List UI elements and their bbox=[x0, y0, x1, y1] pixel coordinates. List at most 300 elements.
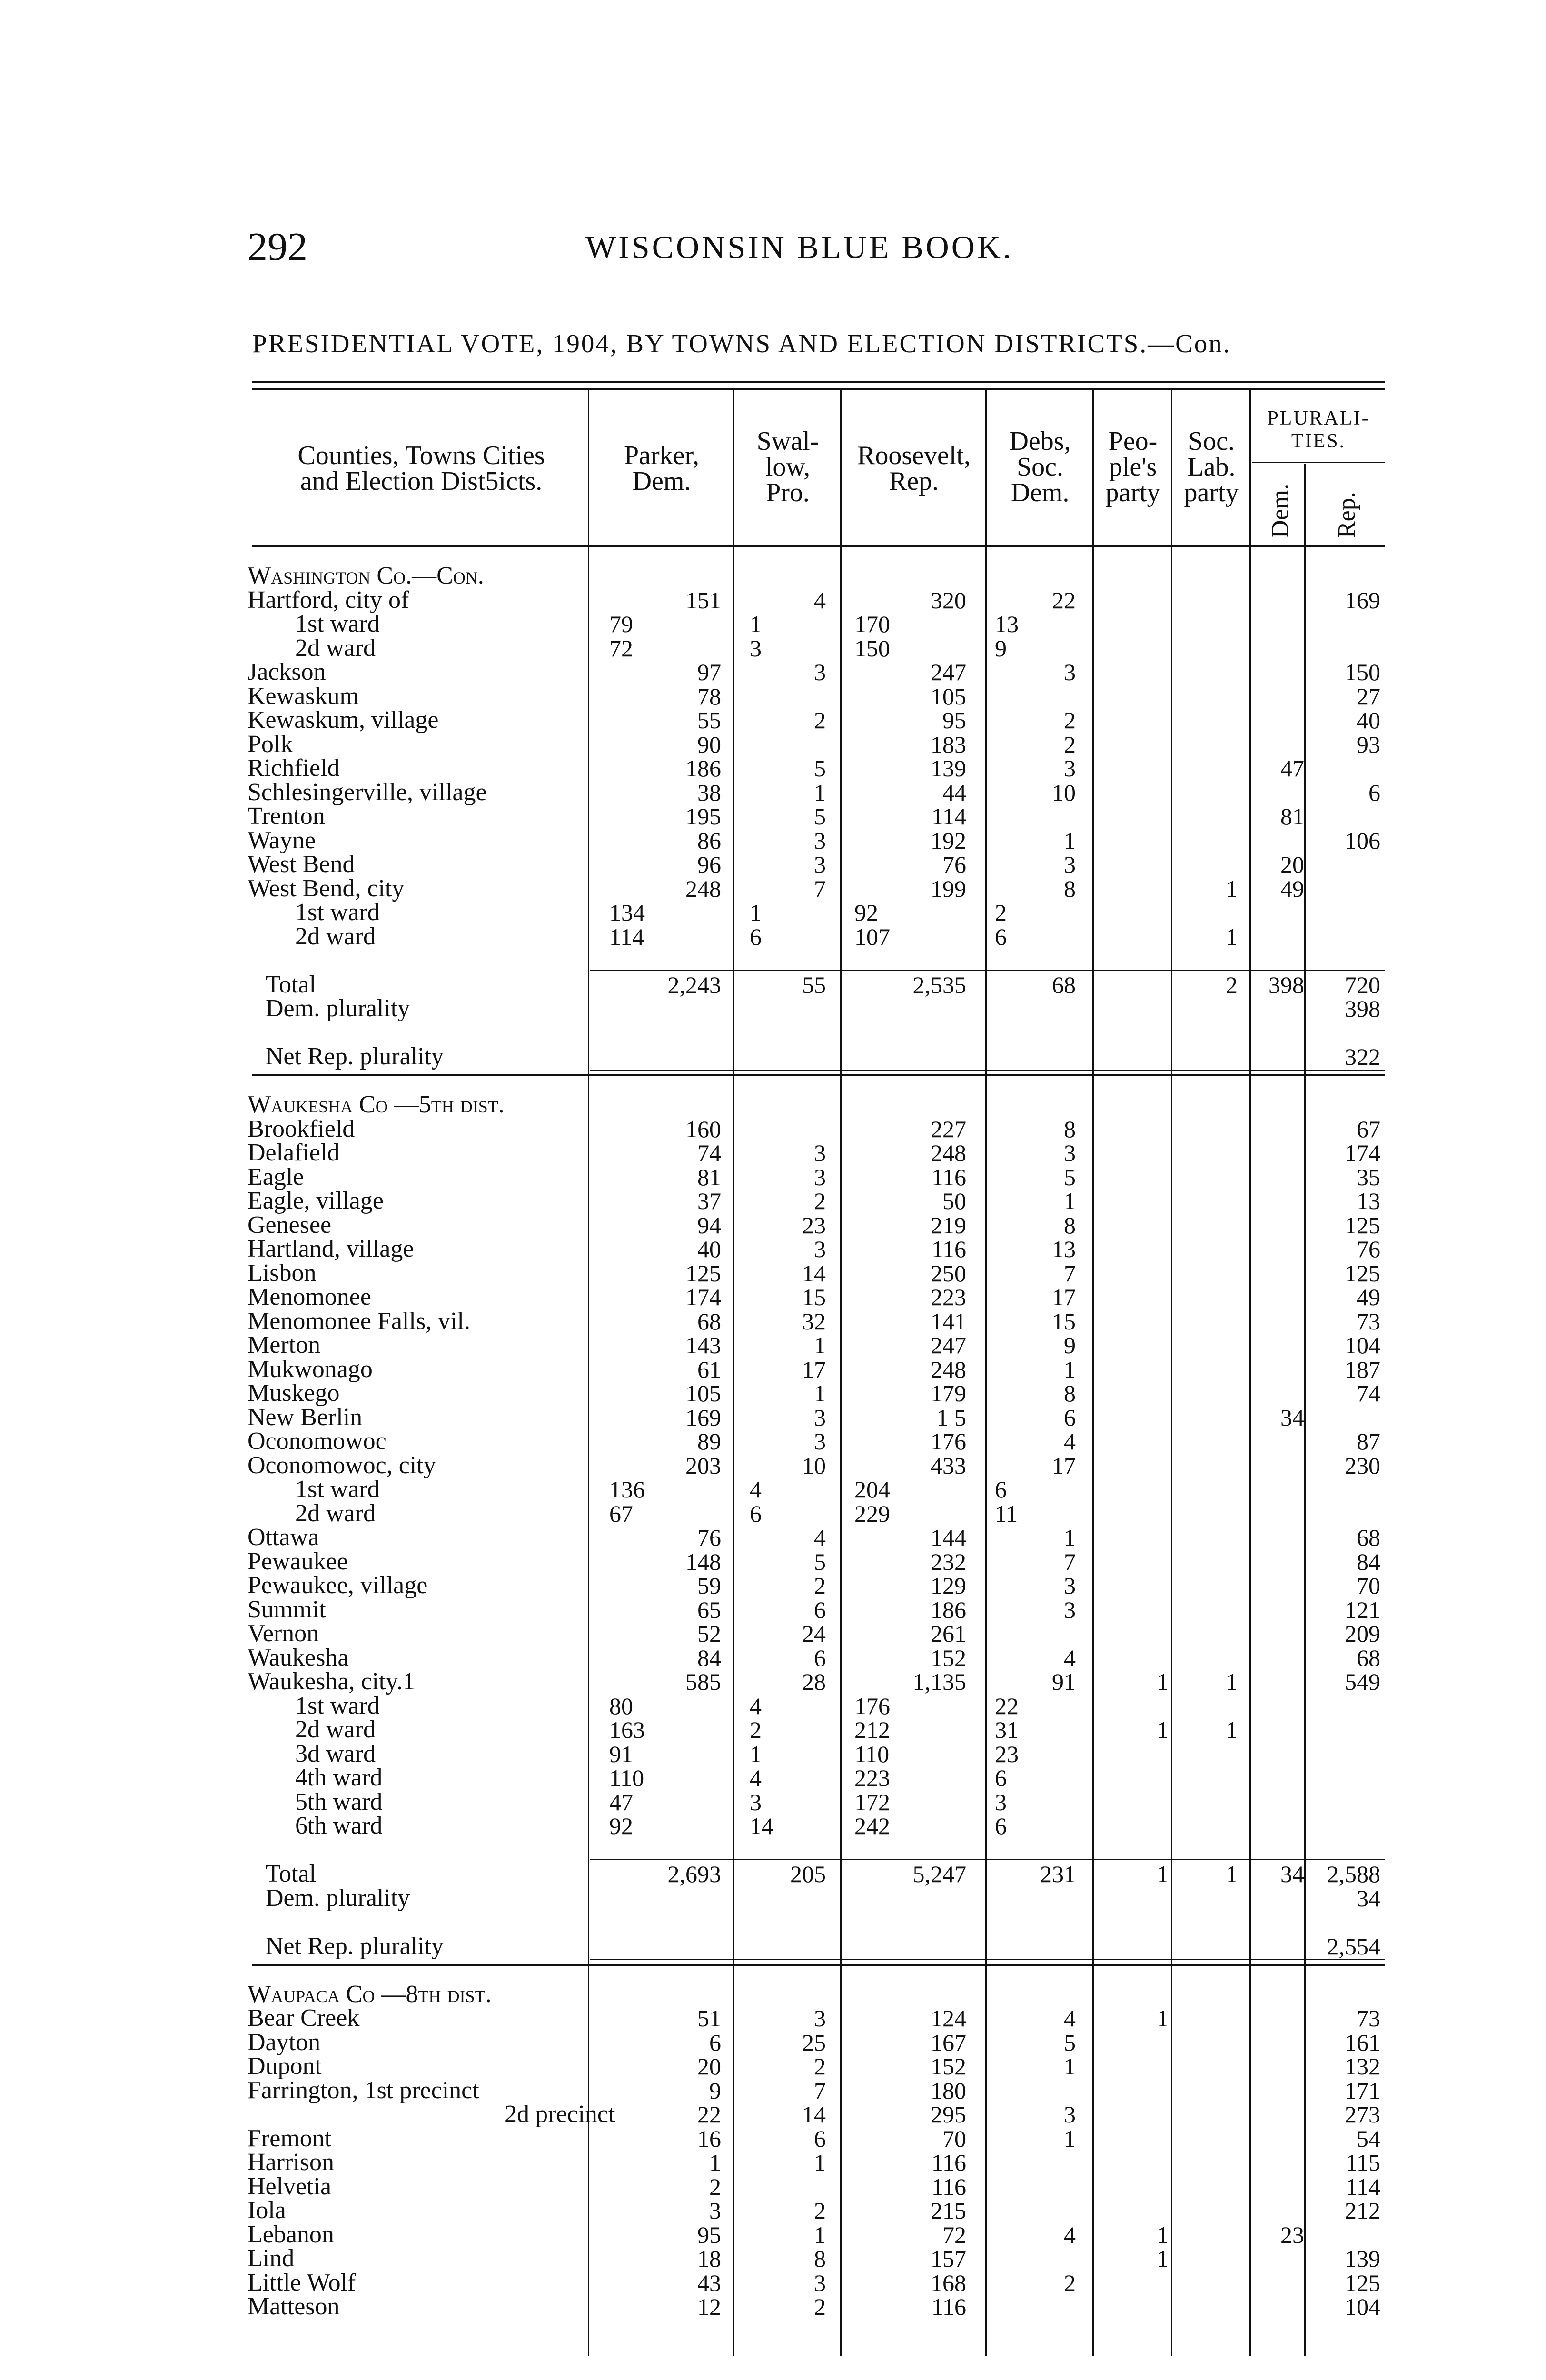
table-row bbox=[0, 1045, 1546, 1069]
rep-plurality: 322 bbox=[1345, 1043, 1380, 1070]
debs-vote: 10 bbox=[1052, 779, 1076, 806]
rep-plurality: 132 bbox=[1345, 2053, 1380, 2080]
table-row bbox=[0, 1886, 1546, 1910]
rep-plurality: 27 bbox=[1357, 683, 1380, 710]
parker-vote: 79 bbox=[609, 611, 633, 637]
district-name: Brookfield bbox=[248, 1115, 355, 1142]
debs-vote: 1 bbox=[1064, 827, 1076, 854]
roosevelt-vote: 172 bbox=[854, 1788, 890, 1815]
debs-vote: 8 bbox=[1064, 875, 1076, 902]
parker-vote: 86 bbox=[697, 827, 721, 854]
rep-plurality: 93 bbox=[1357, 731, 1380, 758]
parker-vote: 125 bbox=[685, 1259, 721, 1287]
debs-vote: 17 bbox=[1052, 1452, 1076, 1479]
parker-vote: 22 bbox=[697, 2101, 721, 2128]
swallow-vote: 3 bbox=[814, 851, 826, 878]
parker-vote: 95 bbox=[697, 2221, 721, 2248]
roosevelt-vote: 2,535 bbox=[912, 971, 966, 998]
district-name: Farrington, 1st precinct bbox=[248, 2076, 479, 2104]
roosevelt-vote: 50 bbox=[942, 1188, 966, 1214]
debs-vote: 6 bbox=[1064, 1404, 1076, 1431]
district-name: 5th ward bbox=[295, 1788, 383, 1815]
district-name: Iola bbox=[248, 2197, 286, 2224]
roosevelt-vote: 1 5 bbox=[936, 1404, 966, 1431]
county-heading: Waukesha Co —5th dist. bbox=[248, 1091, 505, 1118]
parker-vote: 92 bbox=[609, 1813, 633, 1839]
debs-vote: 8 bbox=[1064, 1115, 1076, 1142]
roosevelt-vote: 248 bbox=[931, 1140, 966, 1166]
page-number: 292 bbox=[248, 225, 307, 269]
roosevelt-vote: 199 bbox=[931, 875, 966, 902]
table-row bbox=[0, 1790, 1546, 1814]
parker-vote: 67 bbox=[609, 1500, 633, 1527]
table-row bbox=[0, 612, 1546, 636]
roosevelt-vote: 152 bbox=[931, 1644, 966, 1671]
header-peoples-party: Peo- ple's party bbox=[1105, 426, 1160, 507]
district-name: 1st ward bbox=[295, 1692, 380, 1719]
spacer-row bbox=[0, 1958, 1546, 1982]
district-name: 3d ward bbox=[295, 1740, 376, 1767]
spacer-row bbox=[0, 1838, 1546, 1862]
table-row bbox=[0, 1622, 1546, 1646]
table-row bbox=[0, 1403, 1546, 1431]
swallow-vote: 3 bbox=[814, 1428, 826, 1455]
peoples-party-vote: 1 bbox=[1157, 1668, 1169, 1695]
table-row bbox=[0, 1429, 1546, 1453]
district-name: Waukesha bbox=[248, 1644, 349, 1671]
parker-vote: 40 bbox=[697, 1236, 721, 1262]
parker-vote: 110 bbox=[609, 1765, 644, 1791]
roosevelt-vote: 320 bbox=[931, 586, 966, 614]
roosevelt-vote: 250 bbox=[931, 1259, 966, 1287]
debs-vote: 22 bbox=[995, 1692, 1019, 1719]
rep-plurality: 87 bbox=[1357, 1428, 1380, 1455]
parker-vote: 37 bbox=[697, 1188, 721, 1214]
roosevelt-vote: 242 bbox=[854, 1813, 890, 1839]
district-name: Net Rep. plurality bbox=[266, 1043, 444, 1070]
debs-vote: 3 bbox=[995, 1788, 1007, 1815]
rep-plurality: 104 bbox=[1345, 1332, 1380, 1359]
rep-plurality: 34 bbox=[1357, 1884, 1380, 1912]
rep-plurality: 171 bbox=[1345, 2077, 1380, 2104]
district-name: Menomonee bbox=[248, 1283, 371, 1310]
roosevelt-vote: 227 bbox=[931, 1115, 966, 1142]
table-row bbox=[0, 588, 1546, 612]
rep-plurality: 161 bbox=[1345, 2029, 1380, 2056]
parker-vote: 3 bbox=[709, 2197, 721, 2224]
district-name: Vernon bbox=[248, 1620, 319, 1647]
parker-vote: 94 bbox=[697, 1211, 721, 1239]
parker-vote: 9 bbox=[709, 2077, 721, 2104]
roosevelt-vote: 144 bbox=[931, 1524, 966, 1551]
county-heading: Washington Co.—Con. bbox=[248, 562, 484, 589]
district-name: West Bend bbox=[248, 851, 355, 878]
rep-plurality: 125 bbox=[1345, 1259, 1380, 1287]
rep-plurality: 212 bbox=[1345, 2197, 1380, 2224]
district-name: Harrison bbox=[248, 2149, 334, 2176]
dem-plurality: 23 bbox=[1280, 2221, 1304, 2248]
parker-vote: 174 bbox=[685, 1284, 721, 1310]
parker-vote: 97 bbox=[697, 659, 721, 685]
roosevelt-vote: 1,135 bbox=[912, 1668, 966, 1695]
district-name: 1st ward bbox=[295, 1476, 380, 1503]
swallow-vote: 4 bbox=[750, 1765, 762, 1791]
table-row bbox=[0, 1333, 1546, 1357]
swallow-vote: 4 bbox=[814, 1524, 826, 1551]
debs-vote: 6 bbox=[995, 1765, 1007, 1791]
debs-vote: 7 bbox=[1064, 1259, 1076, 1287]
peoples-party-vote: 1 bbox=[1157, 2221, 1169, 2248]
roosevelt-vote: 219 bbox=[931, 1211, 966, 1239]
parker-vote: 148 bbox=[685, 1548, 721, 1575]
table-row bbox=[0, 1646, 1546, 1670]
spacer-row bbox=[0, 1069, 1546, 1093]
table-row bbox=[0, 1117, 1546, 1141]
swallow-vote: 2 bbox=[814, 707, 826, 734]
district-name: Total bbox=[266, 971, 317, 998]
parker-vote: 91 bbox=[609, 1740, 633, 1767]
roosevelt-vote: 116 bbox=[931, 2149, 966, 2176]
header-bottom-rule bbox=[252, 545, 1385, 547]
rep-plurality: 40 bbox=[1357, 707, 1380, 734]
table-row bbox=[0, 1742, 1546, 1766]
parker-vote: 195 bbox=[685, 803, 721, 830]
table-row bbox=[0, 1862, 1546, 1886]
parker-vote: 43 bbox=[697, 2269, 721, 2296]
debs-vote: 3 bbox=[1064, 1140, 1076, 1166]
debs-vote: 4 bbox=[1064, 1644, 1076, 1671]
swallow-vote: 3 bbox=[750, 1788, 762, 1815]
rep-plurality: 150 bbox=[1345, 659, 1380, 685]
district-name: Dupont bbox=[248, 2053, 322, 2080]
header-top-double-rule-1 bbox=[252, 381, 1385, 383]
district-name: Hartford, city of bbox=[248, 586, 409, 614]
section-heading-row bbox=[0, 1980, 1546, 2008]
district-name: Oconomowoc, city bbox=[248, 1451, 436, 1479]
peoples-party-vote: 1 bbox=[1157, 1716, 1169, 1743]
swallow-vote: 3 bbox=[814, 1404, 826, 1431]
district-name: Bear Creek bbox=[248, 2004, 360, 2032]
table-row bbox=[0, 1598, 1546, 1622]
rep-plurality: 6 bbox=[1368, 779, 1380, 806]
swallow-vote: 3 bbox=[814, 1163, 826, 1190]
table-row bbox=[0, 2271, 1546, 2295]
swallow-vote: 2 bbox=[814, 2053, 826, 2080]
soc-lab-party-vote: 1 bbox=[1226, 1716, 1238, 1743]
debs-vote: 13 bbox=[1052, 1236, 1076, 1262]
table-row bbox=[0, 1814, 1546, 1838]
swallow-vote: 2 bbox=[814, 2197, 826, 2224]
table-row bbox=[0, 901, 1546, 924]
rep-plurality: 67 bbox=[1357, 1115, 1380, 1142]
parker-vote: 585 bbox=[685, 1668, 721, 1695]
rep-plurality: 2,588 bbox=[1327, 1861, 1380, 1887]
parker-vote: 6 bbox=[709, 2029, 721, 2056]
parker-vote: 68 bbox=[697, 1308, 721, 1335]
roosevelt-vote: 179 bbox=[931, 1380, 966, 1407]
district-name: Ottawa bbox=[248, 1524, 319, 1551]
district-name: Trenton bbox=[248, 803, 325, 830]
roosevelt-vote: 229 bbox=[854, 1500, 890, 1527]
swallow-vote: 24 bbox=[802, 1620, 826, 1647]
roosevelt-vote: 157 bbox=[931, 2245, 966, 2272]
debs-vote: 31 bbox=[995, 1716, 1019, 1743]
roosevelt-vote: 223 bbox=[931, 1284, 966, 1310]
parker-vote: 114 bbox=[609, 923, 644, 950]
roosevelt-vote: 170 bbox=[854, 611, 890, 637]
roosevelt-vote: 141 bbox=[931, 1308, 966, 1335]
spacer-row bbox=[0, 1910, 1546, 1934]
district-name: 1st ward bbox=[295, 610, 380, 637]
debs-vote: 2 bbox=[1064, 731, 1076, 758]
parker-vote: 78 bbox=[697, 683, 721, 710]
district-name: Summit bbox=[248, 1596, 326, 1623]
parker-vote: 90 bbox=[697, 731, 721, 758]
roosevelt-vote: 176 bbox=[854, 1692, 890, 1719]
soc-lab-party-vote: 1 bbox=[1226, 875, 1238, 902]
parker-vote: 2 bbox=[709, 2173, 721, 2200]
rep-plurality: 13 bbox=[1357, 1188, 1380, 1214]
table-row bbox=[0, 1670, 1546, 1694]
swallow-vote: 6 bbox=[814, 1596, 826, 1623]
debs-vote: 3 bbox=[1064, 1596, 1076, 1623]
district-name: Helvetia bbox=[248, 2172, 332, 2200]
district-name: Lind bbox=[248, 2245, 295, 2272]
swallow-vote: 3 bbox=[814, 2269, 826, 2296]
roosevelt-vote: 261 bbox=[931, 1620, 966, 1647]
spacer-row bbox=[0, 1021, 1546, 1045]
table-row bbox=[0, 1355, 1546, 1383]
district-name: Pewaukee bbox=[248, 1547, 348, 1575]
swallow-vote: 6 bbox=[814, 2125, 826, 2152]
debs-vote: 17 bbox=[1052, 1284, 1076, 1310]
parker-vote: 12 bbox=[697, 2293, 721, 2320]
debs-vote: 2 bbox=[1064, 707, 1076, 734]
debs-vote: 231 bbox=[1040, 1861, 1076, 1887]
swallow-vote: 10 bbox=[802, 1452, 826, 1479]
roosevelt-vote: 72 bbox=[942, 2221, 966, 2248]
rep-plurality: 70 bbox=[1357, 1572, 1380, 1599]
district-name: 2d ward bbox=[295, 1716, 376, 1743]
district-name: Wayne bbox=[248, 826, 316, 854]
header-pluralities-rep: Rep. bbox=[1333, 492, 1360, 538]
table-row bbox=[0, 1165, 1546, 1189]
district-name: Eagle, village bbox=[248, 1187, 384, 1214]
debs-vote: 4 bbox=[1064, 1428, 1076, 1455]
swallow-vote: 3 bbox=[814, 2005, 826, 2032]
roosevelt-vote: 180 bbox=[931, 2077, 966, 2104]
debs-vote: 5 bbox=[1064, 1163, 1076, 1190]
table-row bbox=[0, 2028, 1546, 2056]
table-row bbox=[0, 2102, 1546, 2126]
district-name: 4th ward bbox=[295, 1764, 383, 1791]
parker-vote: 65 bbox=[697, 1596, 721, 1623]
swallow-vote: 6 bbox=[814, 1644, 826, 1671]
district-name: Pewaukee, village bbox=[248, 1572, 428, 1599]
table-row bbox=[0, 2223, 1546, 2247]
swallow-vote: 7 bbox=[814, 2077, 826, 2104]
table-row bbox=[0, 1381, 1546, 1405]
debs-vote: 4 bbox=[1064, 2221, 1076, 2248]
swallow-vote: 3 bbox=[814, 827, 826, 854]
roosevelt-vote: 168 bbox=[931, 2269, 966, 2296]
header-swallow: Swal- low, Pro. bbox=[756, 426, 819, 507]
swallow-vote: 1 bbox=[814, 2221, 826, 2248]
district-name: Kewaskum, village bbox=[248, 706, 439, 734]
rep-plurality: 49 bbox=[1357, 1284, 1380, 1310]
debs-vote: 1 bbox=[1064, 2125, 1076, 2152]
roosevelt-vote: 152 bbox=[931, 2053, 966, 2080]
swallow-vote: 14 bbox=[802, 1259, 826, 1287]
rep-plurality: 104 bbox=[1345, 2293, 1380, 2320]
district-name: Lebanon bbox=[248, 2221, 334, 2248]
parker-vote: 84 bbox=[697, 1644, 721, 1671]
table-row bbox=[0, 973, 1546, 997]
roosevelt-vote: 186 bbox=[931, 1596, 966, 1623]
district-name: Genesee bbox=[248, 1211, 332, 1239]
rep-plurality: 125 bbox=[1345, 2269, 1380, 2296]
table-row bbox=[0, 2006, 1546, 2030]
district-name: Waukesha, city.1 bbox=[248, 1668, 415, 1695]
district-name: Dem. plurality bbox=[266, 1884, 410, 1912]
table-row bbox=[0, 1694, 1546, 1718]
net-plurality-rule-bottom bbox=[590, 1070, 1385, 1071]
soc-lab-party-vote: 2 bbox=[1226, 971, 1238, 998]
swallow-vote: 5 bbox=[814, 1548, 826, 1575]
swallow-vote: 2 bbox=[814, 2293, 826, 2320]
parker-vote: 203 bbox=[685, 1452, 721, 1479]
roosevelt-vote: 110 bbox=[854, 1740, 890, 1767]
header-pluralities-dem: Dem. bbox=[1267, 483, 1294, 538]
header-counties: Counties, Towns Cities and Election Dist5icts. bbox=[297, 441, 545, 496]
swallow-vote: 28 bbox=[802, 1668, 826, 1695]
table-row bbox=[0, 684, 1546, 708]
district-name: Menomonee Falls, vil. bbox=[248, 1307, 470, 1335]
rep-plurality: 114 bbox=[1345, 2173, 1380, 2200]
table-row bbox=[0, 1574, 1546, 1597]
district-name: Muskego bbox=[248, 1379, 340, 1407]
roosevelt-vote: 116 bbox=[931, 2293, 966, 2320]
parker-vote: 136 bbox=[609, 1476, 645, 1503]
table-row bbox=[0, 997, 1546, 1021]
debs-vote: 5 bbox=[1064, 2029, 1076, 2056]
debs-vote: 11 bbox=[995, 1500, 1018, 1527]
table-row bbox=[0, 1213, 1546, 1237]
parker-vote: 160 bbox=[685, 1115, 721, 1142]
table-row bbox=[0, 1141, 1546, 1165]
swallow-vote: 1 bbox=[814, 1380, 826, 1407]
table-row bbox=[0, 636, 1546, 660]
parker-vote: 51 bbox=[697, 2005, 721, 2032]
debs-vote: 6 bbox=[995, 1813, 1007, 1839]
debs-vote: 23 bbox=[995, 1740, 1019, 1767]
table-row bbox=[0, 1285, 1546, 1309]
roosevelt-vote: 116 bbox=[931, 1236, 966, 1262]
rep-plurality: 74 bbox=[1357, 1380, 1380, 1407]
roosevelt-vote: 232 bbox=[931, 1548, 966, 1575]
roosevelt-vote: 223 bbox=[854, 1765, 890, 1791]
parker-vote: 163 bbox=[609, 1716, 645, 1743]
parker-vote: 20 bbox=[697, 2053, 721, 2080]
roosevelt-vote: 247 bbox=[931, 659, 966, 685]
roosevelt-vote: 116 bbox=[931, 1163, 966, 1190]
debs-vote: 9 bbox=[995, 635, 1007, 662]
roosevelt-vote: 215 bbox=[931, 2197, 966, 2224]
peoples-party-vote: 1 bbox=[1157, 2005, 1169, 2032]
swallow-vote: 2 bbox=[814, 1188, 826, 1214]
table-row bbox=[0, 1499, 1546, 1527]
swallow-vote: 6 bbox=[750, 1500, 762, 1527]
rep-plurality: 187 bbox=[1345, 1356, 1380, 1383]
debs-vote: 4 bbox=[1064, 2005, 1076, 2032]
running-head: WISCONSIN BLUE BOOK. bbox=[585, 229, 1013, 265]
debs-vote: 15 bbox=[1052, 1308, 1076, 1335]
swallow-vote: 14 bbox=[802, 2101, 826, 2128]
debs-vote: 3 bbox=[1064, 1572, 1076, 1599]
roosevelt-vote: 247 bbox=[931, 1332, 966, 1359]
table-row bbox=[0, 1766, 1546, 1790]
district-name: Dayton bbox=[248, 2028, 321, 2056]
district-name: 6th ward bbox=[295, 1812, 383, 1839]
debs-vote: 1 bbox=[1064, 2053, 1076, 2080]
parker-vote: 89 bbox=[697, 1428, 721, 1455]
section-heading-row bbox=[0, 564, 1546, 588]
dem-plurality: 34 bbox=[1280, 1861, 1304, 1887]
roosevelt-vote: 76 bbox=[942, 851, 966, 878]
district-name: West Bend, city bbox=[248, 874, 405, 902]
roosevelt-vote: 44 bbox=[942, 779, 966, 806]
parker-vote: 81 bbox=[697, 1163, 721, 1190]
table-row bbox=[0, 660, 1546, 684]
parker-vote: 151 bbox=[685, 586, 721, 614]
swallow-vote: 4 bbox=[750, 1476, 762, 1503]
header-debs: Debs, Soc. Dem. bbox=[1009, 426, 1071, 507]
dem-plurality: 81 bbox=[1280, 803, 1304, 830]
district-name: 1st ward bbox=[295, 899, 380, 926]
roosevelt-vote: 116 bbox=[931, 2173, 966, 2200]
dem-plurality: 398 bbox=[1269, 971, 1304, 998]
peoples-party-vote: 1 bbox=[1157, 2245, 1169, 2272]
parker-vote: 16 bbox=[697, 2125, 721, 2152]
table-row bbox=[0, 1934, 1546, 1958]
table-row bbox=[0, 804, 1546, 828]
swallow-vote: 3 bbox=[814, 659, 826, 685]
swallow-vote: 1 bbox=[814, 779, 826, 806]
swallow-vote: 4 bbox=[750, 1692, 762, 1719]
rep-plurality: 54 bbox=[1357, 2125, 1380, 2152]
header-pluralities: PLURALI- TIES. bbox=[1267, 407, 1370, 452]
swallow-vote: 5 bbox=[814, 755, 826, 782]
parker-vote: 96 bbox=[697, 851, 721, 878]
table-row bbox=[0, 922, 1546, 950]
swallow-vote: 6 bbox=[750, 923, 762, 950]
parker-vote: 72 bbox=[609, 635, 633, 662]
debs-vote: 8 bbox=[1064, 1380, 1076, 1407]
table-row bbox=[0, 1718, 1546, 1742]
district-name: Matteson bbox=[248, 2293, 340, 2320]
roosevelt-vote: 212 bbox=[854, 1716, 890, 1743]
parker-vote: 2,693 bbox=[667, 1861, 721, 1887]
debs-vote: 22 bbox=[1052, 586, 1076, 614]
swallow-vote: 205 bbox=[790, 1861, 826, 1887]
debs-vote: 6 bbox=[995, 923, 1007, 950]
table-row bbox=[0, 1526, 1546, 1549]
peoples-party-vote: 1 bbox=[1157, 1861, 1169, 1887]
debs-vote: 1 bbox=[1064, 1524, 1076, 1551]
table-row bbox=[0, 2172, 1546, 2200]
rep-plurality: 115 bbox=[1345, 2149, 1380, 2176]
table-row bbox=[0, 1478, 1546, 1501]
